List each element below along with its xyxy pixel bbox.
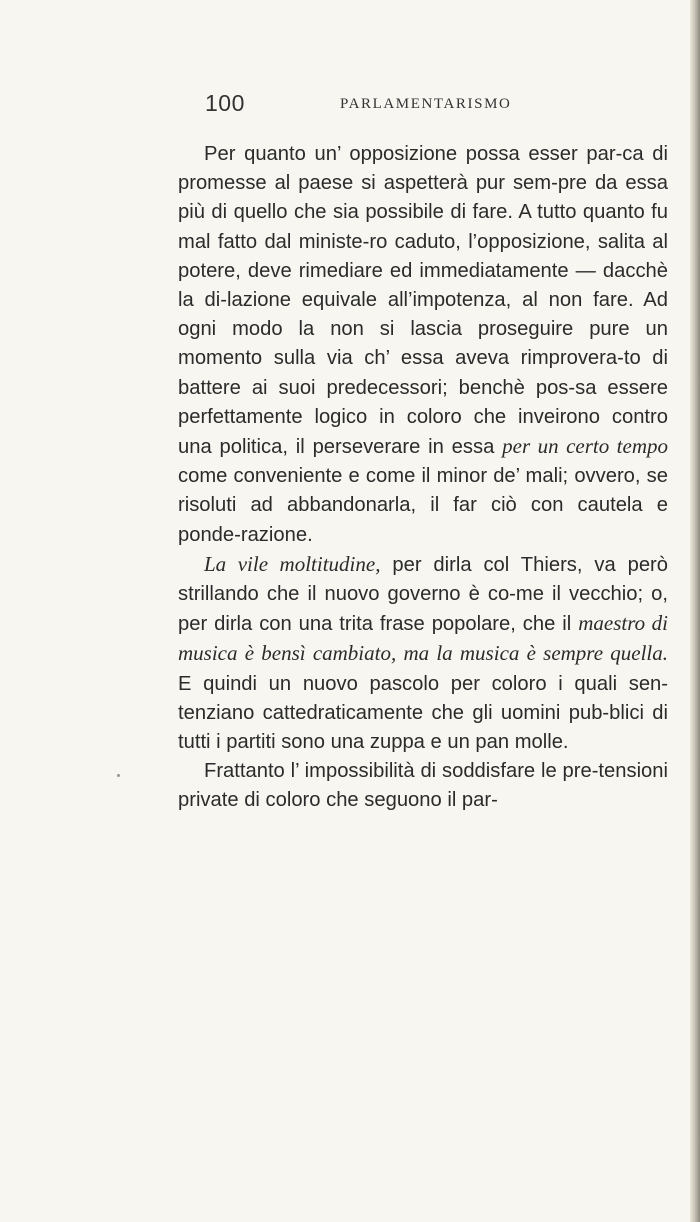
paragraph-1-segment-3: come conveniente e come il minor de’ mali; ovvero, se risoluti ad abbandonarla, il far ciò con cautela e ponde-razione. <box>178 465 668 546</box>
paragraph-2-italic-phrase-2: maestro di musica è bensì cambiato, ma la musica è sempre quella. <box>178 611 668 666</box>
paragraph-3-segment-1: Frattanto l’ impossibilità di soddisfare le pre-tensioni private di coloro che seguono il par- <box>178 760 668 812</box>
paragraph-1-segment-1: Per quanto un’ opposizione possa esser par-ca di promesse al paese si aspetterà pur sem-pre da essa più di quello che sia possibile di fare. A tutto quanto fu mal fatto dal ministe-ro caduto, l’opposizione, salita al potere, deve rimediare ed immediatamente — dacchè la di-lazione equivale all’impotenza, al non fare. Ad ogni modo la non si lascia proseguire pure un momento sulla via ch’ essa aveva rimprovera-to di battere ai suoi predecessori; benchè pos-sa essere perfettamente logico in coloro che inveirono contro una politica, il perseverare in essa <box>178 143 668 459</box>
paragraph-1 <box>178 140 668 550</box>
paragraph-2-segment-4: E quindi un nuovo pascolo per coloro i quali sen-tenziano cattedraticamente che gli uomini pub-blici di tutti i partiti sono una zuppa e un pan molle. <box>178 672 668 754</box>
page-header <box>205 90 665 120</box>
paragraph-2-segment-2: per dirla col Thiers, va però strillando che il nuovo governo è co-me il vecchio; o, per dirla con una trita frase popolare, che il <box>178 553 668 636</box>
paragraph-1-italic-phrase: per un certo tempo <box>502 434 669 459</box>
paragraph-2 <box>178 550 668 757</box>
page-number: 100 <box>205 90 245 116</box>
margin-speck <box>117 774 120 777</box>
paragraph-3 <box>178 757 668 815</box>
page-edge-shadow <box>690 0 700 1222</box>
running-title: PARLAMENTARISMO <box>340 96 512 112</box>
paragraph-2-italic-phrase-1: La vile moltitudine, <box>204 551 381 576</box>
body-text <box>178 140 668 816</box>
